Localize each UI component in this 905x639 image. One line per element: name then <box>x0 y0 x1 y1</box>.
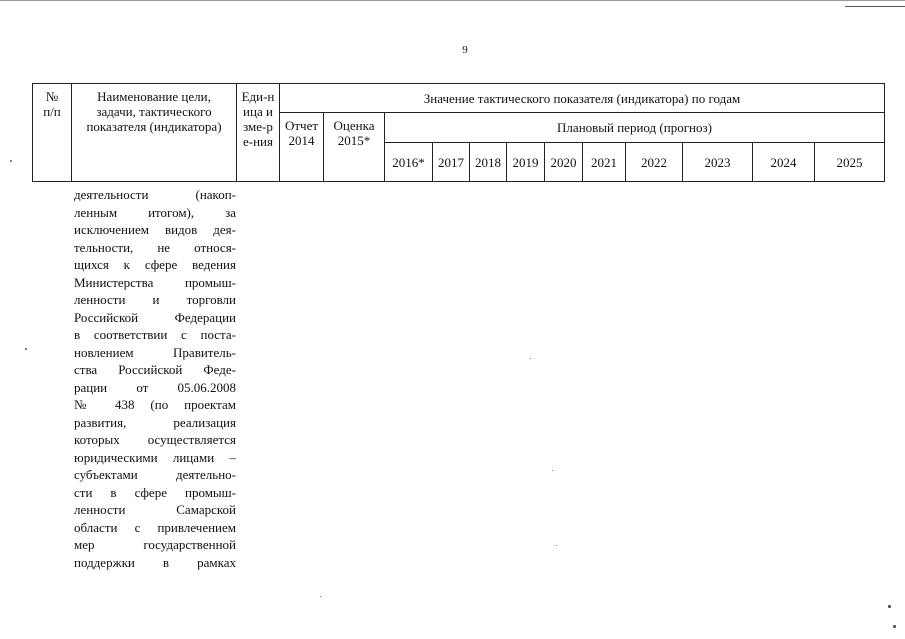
text-line: тельности, не относя- <box>74 239 236 255</box>
continued-indicator-text <box>74 186 236 571</box>
text-line: ленности и торговли <box>74 292 236 307</box>
text-line: новлением Правитель- <box>74 344 236 360</box>
text-line: деятельности (накоп- <box>74 187 236 202</box>
header-year-2022: 2022 <box>626 143 683 182</box>
header-col-name <box>72 84 237 182</box>
header-year-2017: 2017 <box>433 143 470 182</box>
header-col-name-text: Наименование цели, задачи, тактического показателя (индикатора) <box>86 89 222 134</box>
text-line: сти в сфере промыш- <box>74 484 236 500</box>
header-year-2025: 2025 <box>815 143 885 182</box>
indicator-table-header <box>32 83 885 182</box>
header-col-estimate-text: Оценка 2015* <box>333 118 375 148</box>
header-year-2019: 2019 <box>507 143 545 182</box>
scan-speck <box>893 625 896 628</box>
text-line: ленности Самарской <box>74 502 236 517</box>
scan-speck <box>556 545 557 546</box>
text-line: ства Российской Феде- <box>74 362 236 377</box>
scan-speck <box>888 605 891 608</box>
header-year-2018: 2018 <box>470 143 507 182</box>
header-year-2024: 2024 <box>753 143 815 182</box>
text-line: субъектами деятельно- <box>74 467 236 482</box>
header-plan-group: Плановый период (прогноз) <box>385 113 885 143</box>
text-line: № 438 (по проектам <box>74 397 236 412</box>
header-year-2023: 2023 <box>683 143 753 182</box>
text-line: мер государственной <box>74 537 236 552</box>
text-line: в соответствии с поста- <box>74 327 236 342</box>
text-line: Министерства промыш- <box>74 274 236 290</box>
scan-speck <box>25 348 27 350</box>
text-line: области с привлечением <box>74 519 236 535</box>
text-line: которых осуществляется <box>74 432 236 447</box>
header-values-group: Значение тактического показателя (индикатора) по годам <box>280 84 885 113</box>
text-line: юридическими лицами – <box>74 449 236 465</box>
text-line: щихся к сфере ведения <box>74 257 236 272</box>
page-number: 9 <box>462 44 468 56</box>
header-year-2016: 2016* <box>385 143 433 182</box>
header-col-number-text: № п/п <box>43 89 61 119</box>
header-col-unit <box>237 84 280 182</box>
text-line: поддержки в рамках <box>74 554 236 570</box>
header-col-estimate <box>324 113 385 182</box>
header-col-report <box>280 113 324 182</box>
scan-speck <box>10 160 12 162</box>
scan-speck <box>530 358 531 359</box>
text-line: исключением видов дея- <box>74 222 236 237</box>
header-year-2021: 2021 <box>583 143 626 182</box>
top-right-line <box>845 6 905 7</box>
header-col-report-text: Отчет 2014 <box>284 118 319 148</box>
header-col-number <box>33 84 72 182</box>
scan-speck <box>320 596 321 597</box>
text-line: рации от 05.06.2008 <box>74 379 236 395</box>
scan-speck <box>552 470 553 471</box>
header-year-2020: 2020 <box>545 143 583 182</box>
header-col-unit-text: Еди-ница изме-ре-ния <box>241 89 275 149</box>
text-line: ленным итогом), за <box>74 204 236 220</box>
top-border-line <box>0 0 905 1</box>
text-line: Российской Федерации <box>74 309 236 325</box>
text-line: развития, реализация <box>74 414 236 430</box>
